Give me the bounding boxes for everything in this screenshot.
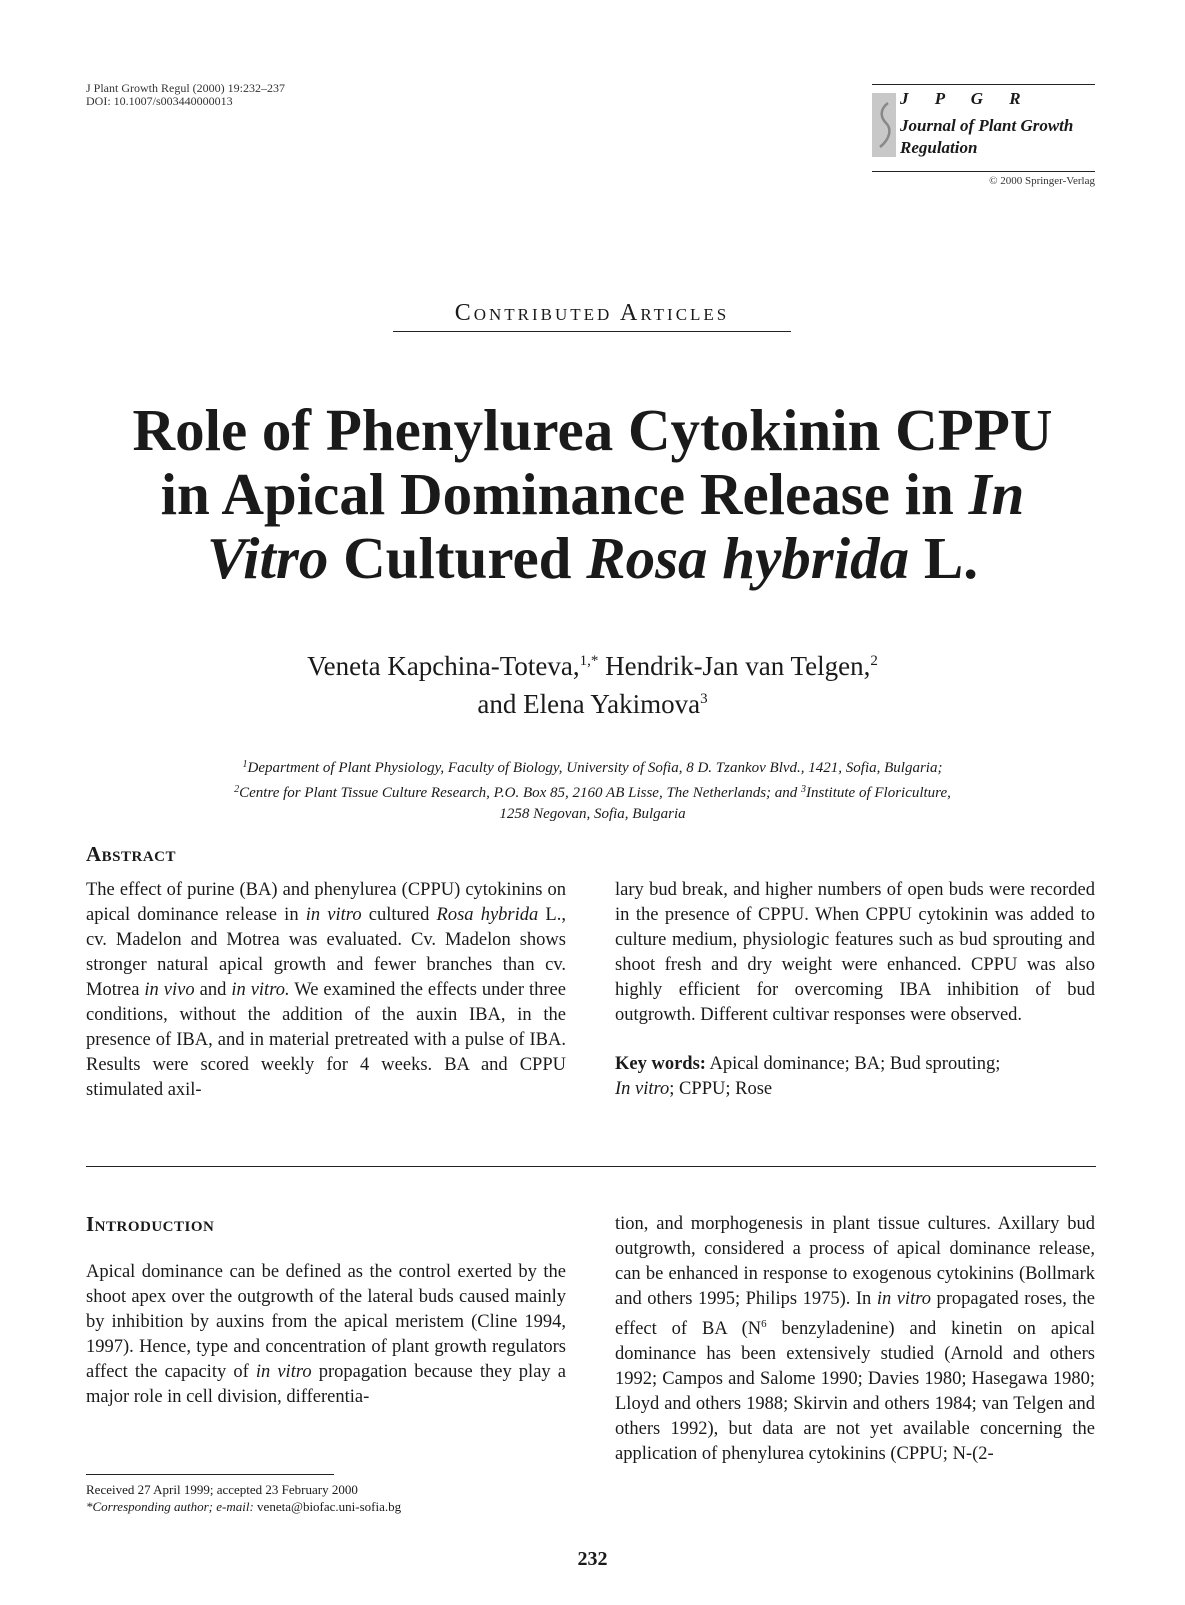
affiliations <box>60 754 1125 825</box>
abstract-text: lary bud break, and higher numbers of open buds were recorded in the presence of CPPU. When CPPU cytokinin was added to culture medium, physiologic features such as bud sprouting and shoot fresh and dry weight were enhanced. CPPU was also highly efficient for overcoming IBA inhibition of bud outgrowth. Different cultivar responses were observed. <box>615 880 1095 1025</box>
journal-citation <box>86 82 285 108</box>
corresponding-author: *Corresponding author; e-mail: veneta@biofac.uni-sofia.bg <box>86 1499 402 1514</box>
introduction-left-column: Apical dominance can be defined as the control exerted by the shoot apex over the outgrowth of the lateral buds caused mainly by inhibition by auxins from the apical meristem (Cline 1994, 1997). Hence, type and concentration of plant growth regulators affect the capacity of in vitro propagation because they play a major role in cell division, differentia- <box>86 1262 566 1407</box>
introduction-right-column: tion, and morphogenesis in plant tissue cultures. Axillary bud outgrowth, considered a process of apical dominance release, can be enhanced in response to exogenous cytokinins (Bollmark and others 1995; Philips 1975). In in vitro propagated roses, the effect of BA ($N^6$ benzyladenine) and kinetin on apical dominance has been extensively studied (Arnold and others 1992; Campos and Salome 1990; Davies 1980; Hasegawa 1980; Lloyd and others 1988; Skirvin and others 1984; van Telgen and others 1992), but data are not yet available concerning the application of phenylurea cytokinins (CPPU; N-(2- <box>615 1214 1095 1465</box>
journal-abbreviation: J P G R <box>900 89 1032 108</box>
abstract-left-column: The effect of purine (BA) and phenylurea (CPPU) cytokinins on apical dominance release in in vitro cultured Rosa hybrida L., cv. Madelon and Motrea was evaluated. Cv. Madelon shows stronger natural apical growth and fewer branches than cv. Motrea in vivo and in vitro. We examined the effects under three conditions, without the addition of the auxin IBA, in the presence of IBA, and in material pretreated with a pulse of IBA. Results were scored weekly for 4 weeks. BA and CPPU stimulated axil- <box>86 880 566 1100</box>
author-list <box>60 645 1125 721</box>
journal-emblem-icon <box>872 93 896 157</box>
keywords: Key words: Apical dominance; BA; Bud sprouting; In vitro; CPPU; Rose <box>615 1054 1001 1099</box>
abstract-right-column <box>615 878 1095 1102</box>
doi-line: DOI: 10.1007/s003440000013 <box>86 94 233 108</box>
introduction-heading: Introduction <box>86 1212 215 1236</box>
article-title <box>60 398 1125 590</box>
title-line-2: in Apical Dominance Release in In <box>160 461 1025 527</box>
abstract-heading: Abstract <box>86 842 177 866</box>
page-number: 232 <box>577 1548 608 1570</box>
footnotes <box>86 1481 566 1515</box>
journal-logo <box>872 84 1095 172</box>
affiliation-line-1: $^1$Department of Plant Physiology, Faculty of Biology, University of Sofia, 8 D. Tzankov Blvd., 1421, Sofia, Bulgaria; <box>242 759 943 776</box>
footnote-rule <box>86 1474 334 1475</box>
citation-line: J Plant Growth Regul (2000) 19:232–237 <box>86 81 285 95</box>
affiliation-line-2: $^2$Centre for Plant Tissue Culture Research, P.O. Box 85, 2160 AB Lisse, The Netherlands; and $^3$Institute of Floriculture, <box>234 784 951 801</box>
received-date: Received 27 April 1999; accepted 23 February 2000 <box>86 1482 358 1497</box>
authors-line-2: and Elena Yakimova$^3$ <box>477 689 708 719</box>
authors-line-1: Veneta Kapchina-Toteva,$^{1,*}$ Hendrik-Jan van Telgen,$^2$ <box>307 651 878 681</box>
title-line-1: Role of Phenylurea Cytokinin CPPU <box>132 397 1053 463</box>
journal-name: Journal of Plant Growth Regulation <box>900 116 1074 157</box>
section-heading: Contributed Articles <box>393 300 791 332</box>
copyright-notice: © 2000 Springer-Verlag <box>989 175 1095 187</box>
section-divider <box>86 1166 1096 1167</box>
title-line-3: Vitro Cultured Rosa hybrida L. <box>206 525 979 591</box>
affiliation-line-3: 1258 Negovan, Sofia, Bulgaria <box>499 806 686 822</box>
